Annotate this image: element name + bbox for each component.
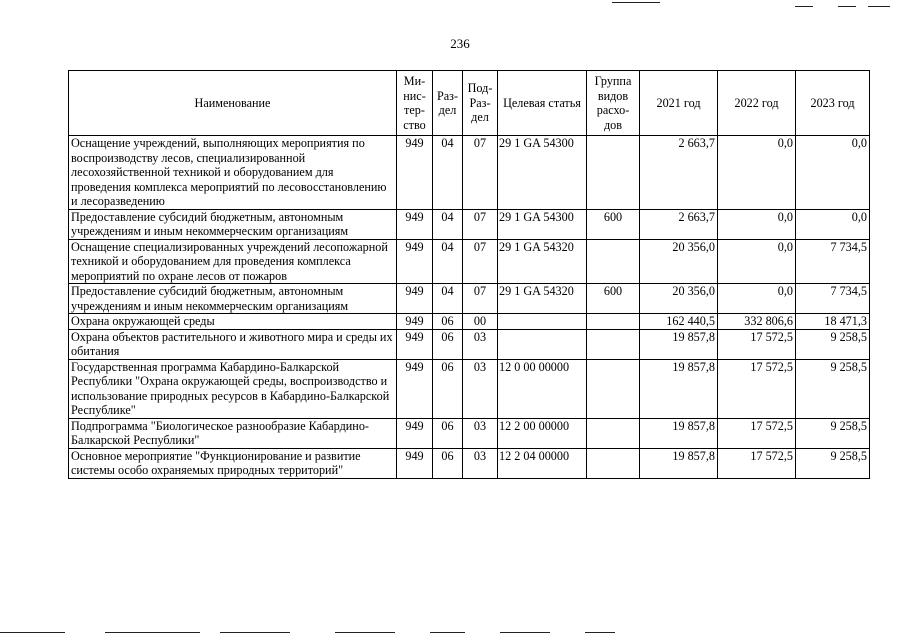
row-section: 04 [433, 209, 463, 239]
scan-line-top-3 [838, 6, 856, 7]
row-name: Государственная программа Кабардино-Балкарской Республики "Охрана окружающей среды, воспроизводство и использование природных ресурсов в Кабардино-Балкарской Республике" [69, 359, 397, 418]
row-2023: 9 258,5 [796, 448, 870, 478]
row-name: Предоставление субсидий бюджетным, автономным учреждениям и иным некоммерческим организациям [69, 284, 397, 314]
table-body [69, 136, 870, 479]
scan-line-top-2 [795, 6, 813, 7]
row-expense-group: 600 [587, 284, 640, 314]
row-2021: 19 857,8 [640, 418, 718, 448]
row-2021: 19 857,8 [640, 329, 718, 359]
row-2022: 0,0 [718, 136, 796, 210]
row-section: 06 [433, 418, 463, 448]
row-expense-group [587, 329, 640, 359]
row-subsection: 03 [463, 448, 498, 478]
row-2021: 162 440,5 [640, 314, 718, 330]
row-article [498, 329, 587, 359]
row-expense-group [587, 418, 640, 448]
row-expense-group [587, 448, 640, 478]
row-2023: 7 734,5 [796, 239, 870, 284]
row-subsection: 03 [463, 418, 498, 448]
scan-line-top-4 [868, 6, 890, 7]
table-row [69, 239, 870, 284]
header-expense-group: Группа видов расхо-дов [587, 71, 640, 136]
row-2023: 0,0 [796, 136, 870, 210]
row-name: Охрана объектов растительного и животного мира и среды их обитания [69, 329, 397, 359]
row-2022: 0,0 [718, 209, 796, 239]
row-article: 29 1 GA 54300 [498, 209, 587, 239]
row-article: 29 1 GA 54320 [498, 284, 587, 314]
scan-line-bottom-2 [105, 632, 200, 633]
scan-line-bottom-6 [500, 632, 550, 633]
row-section: 06 [433, 329, 463, 359]
table-row [69, 448, 870, 478]
row-name: Основное мероприятие "Функционирование и развитие системы особо охраняемых природных территорий" [69, 448, 397, 478]
row-article: 12 0 00 00000 [498, 359, 587, 418]
scan-line-bottom-3 [220, 632, 290, 633]
row-2021: 19 857,8 [640, 359, 718, 418]
row-2021: 19 857,8 [640, 448, 718, 478]
table-row [69, 314, 870, 330]
row-article: 12 2 04 00000 [498, 448, 587, 478]
row-ministry: 949 [397, 136, 433, 210]
row-2023: 9 258,5 [796, 418, 870, 448]
row-section: 06 [433, 314, 463, 330]
header-name: Наименование [69, 71, 397, 136]
row-ministry: 949 [397, 329, 433, 359]
row-2023: 7 734,5 [796, 284, 870, 314]
header-section: Раз-дел [433, 71, 463, 136]
row-2022: 17 572,5 [718, 418, 796, 448]
row-name: Предоставление субсидий бюджетным, автономным учреждениям и иным некоммерческим организациям [69, 209, 397, 239]
table-row [69, 136, 870, 210]
row-2021: 2 663,7 [640, 136, 718, 210]
row-2022: 332 806,6 [718, 314, 796, 330]
row-ministry: 949 [397, 239, 433, 284]
row-expense-group [587, 359, 640, 418]
row-ministry: 949 [397, 209, 433, 239]
row-name: Подпрограмма "Биологическое разнообразие Кабардино-Балкарской Республики" [69, 418, 397, 448]
row-subsection: 07 [463, 136, 498, 210]
row-2022: 17 572,5 [718, 448, 796, 478]
scan-line-bottom-4 [335, 632, 395, 633]
row-expense-group: 600 [587, 209, 640, 239]
header-article: Целевая статья [498, 71, 587, 136]
row-2023: 18 471,3 [796, 314, 870, 330]
row-subsection: 00 [463, 314, 498, 330]
row-ministry: 949 [397, 418, 433, 448]
table-row [69, 284, 870, 314]
row-ministry: 949 [397, 448, 433, 478]
row-2021: 20 356,0 [640, 239, 718, 284]
row-subsection: 03 [463, 359, 498, 418]
scan-line-top-1 [612, 2, 660, 3]
row-article: 12 2 00 00000 [498, 418, 587, 448]
header-2022: 2022 год [718, 71, 796, 136]
header-2021: 2021 год [640, 71, 718, 136]
row-article: 29 1 GA 54300 [498, 136, 587, 210]
table-row [69, 329, 870, 359]
row-section: 06 [433, 359, 463, 418]
table-row [69, 209, 870, 239]
row-section: 04 [433, 284, 463, 314]
row-2022: 17 572,5 [718, 329, 796, 359]
page-number: 236 [450, 36, 470, 51]
row-2021: 20 356,0 [640, 284, 718, 314]
row-ministry: 949 [397, 314, 433, 330]
row-section: 04 [433, 239, 463, 284]
row-article: 29 1 GA 54320 [498, 239, 587, 284]
row-expense-group [587, 314, 640, 330]
row-name: Охрана окружающей среды [69, 314, 397, 330]
row-section: 04 [433, 136, 463, 210]
header-subsection: Под-Раз-дел [463, 71, 498, 136]
row-2021: 2 663,7 [640, 209, 718, 239]
table-header [69, 71, 870, 136]
row-ministry: 949 [397, 359, 433, 418]
scan-line-bottom-5 [430, 632, 465, 633]
row-subsection: 07 [463, 284, 498, 314]
row-2022: 0,0 [718, 284, 796, 314]
row-name: Оснащение учреждений, выполняющих мероприятия по воспроизводству лесов, специализированной лесохозяйственной техникой и оборудованием для проведения комплекса мероприятий по лесовосстановлению и лесоразведению [69, 136, 397, 210]
row-expense-group [587, 136, 640, 210]
row-2023: 0,0 [796, 209, 870, 239]
row-2023: 9 258,5 [796, 359, 870, 418]
row-article [498, 314, 587, 330]
row-section: 06 [433, 448, 463, 478]
budget-table [68, 70, 870, 479]
row-subsection: 03 [463, 329, 498, 359]
row-2022: 17 572,5 [718, 359, 796, 418]
row-expense-group [587, 239, 640, 284]
scan-line-bottom-1 [0, 632, 65, 633]
table-row [69, 418, 870, 448]
row-2022: 0,0 [718, 239, 796, 284]
row-name: Оснащение специализированных учреждений лесопожарной техникой и оборудованием для проведения комплекса мероприятий по охране лесов от пожаров [69, 239, 397, 284]
header-2023: 2023 год [796, 71, 870, 136]
row-ministry: 949 [397, 284, 433, 314]
row-subsection: 07 [463, 239, 498, 284]
row-subsection: 07 [463, 209, 498, 239]
scan-line-bottom-7 [585, 632, 615, 633]
table-row [69, 359, 870, 418]
header-ministry: Ми-нис-тер-ство [397, 71, 433, 136]
row-2023: 9 258,5 [796, 329, 870, 359]
